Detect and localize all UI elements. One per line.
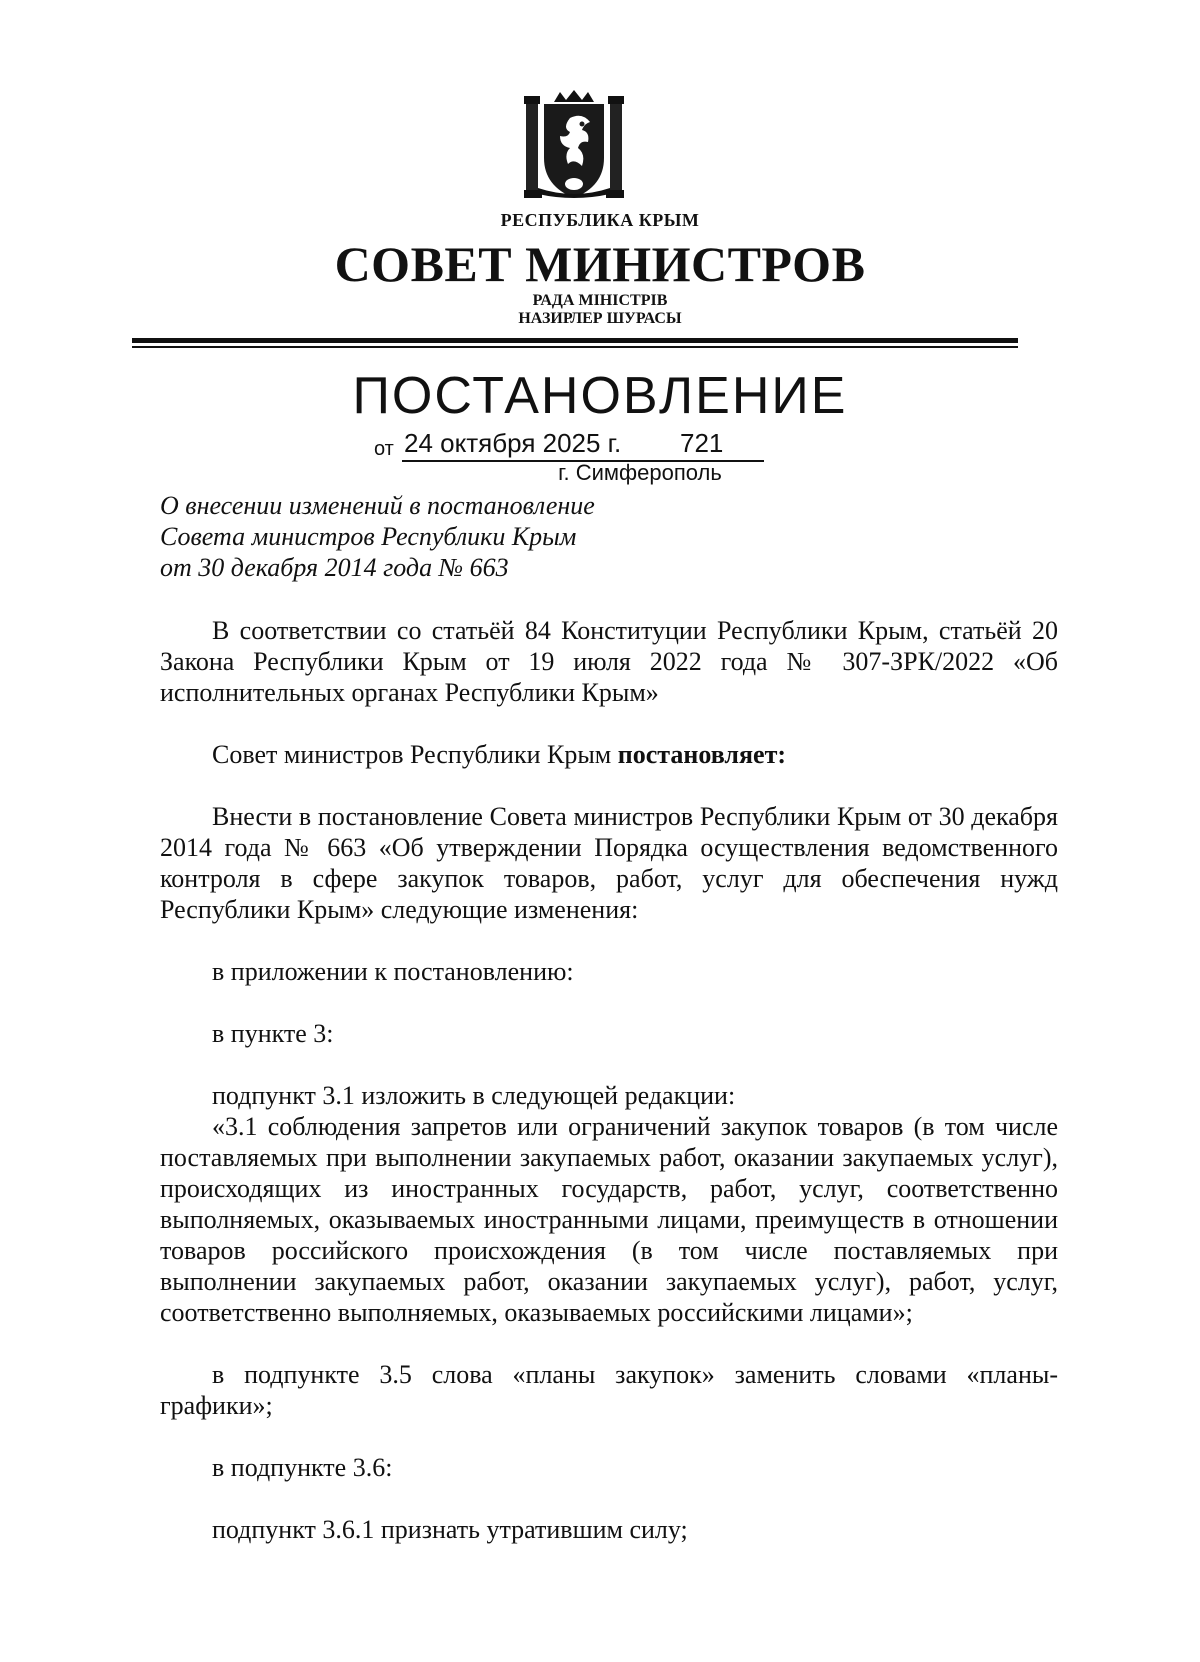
council-name-ua: РАДА МІНІСТРІВ	[532, 292, 668, 309]
decree-body	[160, 615, 1058, 1545]
body-paragraph: в подпункте 3.6:	[212, 1453, 393, 1482]
header-divider-thick	[132, 338, 1018, 343]
body-paragraph: подпункт 3.6.1 признать утратившим силу;	[212, 1515, 688, 1544]
header-divider-thin	[132, 346, 1018, 348]
decree-date-line	[374, 428, 774, 462]
crimea-coat-of-arms-icon	[524, 88, 624, 200]
republic-name: РЕСПУБЛИКА КРЫМ	[500, 210, 700, 230]
body-paragraph: в пункте 3:	[212, 1019, 334, 1048]
document-type: ПОСТАНОВЛЕНИЕ	[352, 367, 848, 425]
body-paragraph: подпункт 3.1 изложить в следующей редакции:	[212, 1081, 736, 1110]
decree-title	[160, 490, 860, 583]
body-paragraph: в подпункте 3.5 слова «планы закупок» заменить словами «планы-графики»;	[160, 1360, 1058, 1420]
body-paragraph: в приложении к постановлению:	[212, 957, 574, 986]
decree-number: 721	[680, 428, 724, 458]
quoted-paragraph: «3.1 соблюдения запретов или ограничений закупок товаров (в том числе поставляемых при выполнении закупаемых работ, оказании закупаемых услуг), происходящих из иностранных государств, работ, услуг, соответственно выполняемых, оказываемых иностранными лицами, преимуществ в отношении товаров российского происхождения (в том числе поставляемых при выполнении закупаемых работ, оказании закупаемых услуг), работ, услуг, соответственно выполняемых, оказываемых российскими лицами»;	[160, 1112, 1058, 1327]
title-line: О внесении изменений в постановление	[160, 491, 595, 520]
resolution-keyword: постановляет:	[617, 740, 787, 769]
resolution-paragraph	[160, 739, 1058, 770]
resolution-text: Совет министров Республики Крым	[212, 740, 618, 769]
title-line: от 30 декабря 2014 года № 663	[160, 553, 509, 582]
decree-city: г. Симферополь	[558, 460, 722, 485]
preamble-paragraph: В соответствии со статьёй 84 Конституции Республики Крым, статьёй 20 Закона Республики Крым от 19 июля 2022 года № 307-ЗРК/2022 «Об исполнительных органах Республики Крым»	[160, 616, 1058, 707]
council-name: СОВЕТ МИНИСТРОВ	[334, 236, 866, 292]
council-name-crh: НАЗИРЛЕР ШУРАСЫ	[518, 310, 682, 327]
date-prefix: от	[374, 438, 394, 460]
amendment-paragraph: Внести в постановление Совета министров Республики Крым от 30 декабря 2014 года № 663 «Об утверждении Порядка осуществления ведомственного контроля в сфере закупок товаров, работ, услуг для обеспечения нужд Республики Крым» следующие изменения:	[160, 802, 1058, 924]
title-line: Совета министров Республики Крым	[160, 522, 577, 551]
decree-date: 24 октября 2025 г.	[404, 428, 622, 458]
